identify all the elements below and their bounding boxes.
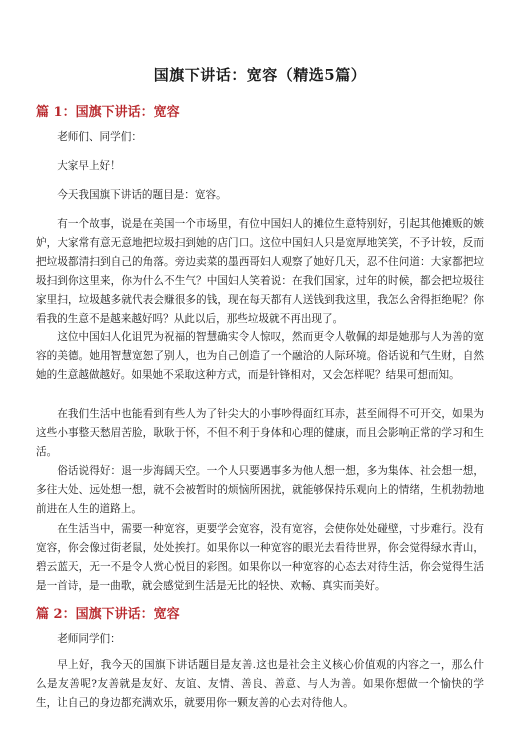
section-heading-2: 篇 2：国旗下讲话：宽容 [36,607,180,622]
paragraph: 俗话说得好：退一步海阔天空。一个人只要遇事多为他人想一想，多为集体、社会想一想，多往大处、远处想一想，就不会被暂时的烦恼所困扰，就能够保持乐观向上的情绪，生机勃勃地前进在人生的道路上。 [36,465,484,515]
document-title: 国旗下讲话：宽容（精选5篇） [153,66,367,84]
section-heading-1: 篇 1：国旗下讲话：宽容 [36,105,180,120]
salute: 大家早上好！ [57,160,121,172]
paragraph: 在我们生活中也能看到有些人为了针尖大的小事吵得面红耳赤，甚至闹得不可开交，如果为这些小事整天愁眉苦脸，耿耿于怀，不但不利于身体和心理的健康，而且会影响正常的学习和生活。 [36,408,484,458]
intro-line: 今天我国旗下讲话的题目是：宽容。 [57,189,227,201]
paragraph: 早上好，我今天的国旗下讲话题目是友善.这也是社会主义核心价值观的内容之一，那么什么是友善呢?友善就是友好、友谊、友情、善良、善意、与人为善。如果你想做一个愉快的学生，让自己的身边都充满欢乐，就要用你一颗友善的心去对待他人。 [36,659,484,709]
greeting: 老师们、同学们： [57,131,142,143]
paragraph: 在生活当中，需要一种宽容，更要学会宽容，没有宽容，会使你处处碰壁，寸步难行。没有宽容，你会像过街老鼠，处处挨打。如果你以一种宽容的眼光去看待世界，你会觉得绿水青山，碧云蓝天，无一不是令人赏心悦目的彩图。如果你以一种宽容的心态去对待生活，你会觉得生活是一首诗，是一曲歌，就会感觉到生活是无比的轻快、欢畅、真实而美好。 [36,523,484,592]
greeting: 老师同学们： [57,633,121,645]
paragraph: 有一个故事，说是在美国一个市场里，有位中国妇人的摊位生意特别好，引起其他摊贩的嫉妒，大家常有意无意地把垃圾扫到她的店门口。这位中国妇人只是宽厚地笑笑，不予计较，反而把垃圾都清扫到自己的角落。旁边卖菜的墨西哥妇人观察了她好几天，忍不住问道：大家都把垃圾扫到你这里来，你为什么不生气？中国妇人笑着说：在我们国家，过年的时候，都会把垃圾往家里扫，垃圾越多就代表会赚很多的钱，现在每天都有人送钱到我这里，我怎么舍得拒绝呢？你看我的生意不是越来越好吗？从此以后，那些垃圾就不再出现了。 [36,218,484,325]
paragraph: 这位中国妇人化诅咒为祝福的智慧确实令人惊叹，然而更令人敬佩的却是她那与人为善的宽容的美德。她用智慧宽恕了别人，也为自己创造了一个融洽的人际环境。俗话说和气生财，自然她的生意越做越好。如果她不采取这种方式，而是针锋相对，又会怎样呢？结果可想而知。 [36,331,484,381]
